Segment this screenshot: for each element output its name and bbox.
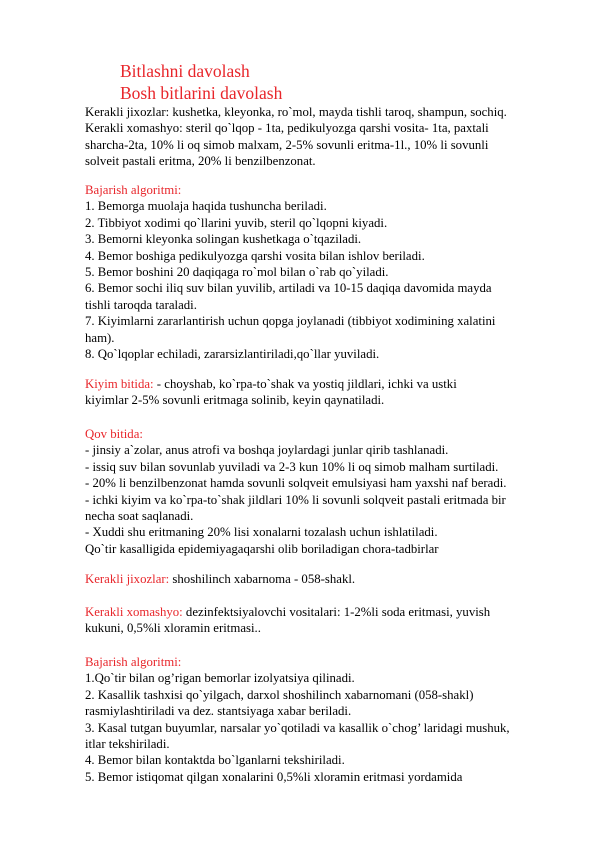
section-text: - 20% li benzilbenzonat hamda sovunli solqveit emulsiyasi ham yaxshi naf beradi. xyxy=(85,476,507,491)
body-lice-section xyxy=(85,376,575,409)
section-text: - issiq suv bilan sovunlab yuviladi va 2-3 kun 10% li oq simob malham surtiladi. xyxy=(85,459,499,474)
section-text: - jinsiy a`zolar, anus atrofi va boshqa joylardagi junlar qirib tashlanadi. xyxy=(85,443,449,458)
step-line: 1.Qo`tir bilan og’rigan bemorlar izolyatsiya qilinadi. xyxy=(85,671,355,686)
step-line: itlar tekshiriladi. xyxy=(85,737,170,752)
step-line: 4. Bemor boshiga pedikulyozga qarshi vosita bilan ishlov beriladi. xyxy=(85,248,425,263)
page-title: Bitlashni davolash xyxy=(120,61,250,81)
step-line: 5. Bemor istiqomat qilgan xonalarini 0,5%li xloramin eritmasi yordamida xyxy=(85,769,463,784)
section-heading: Bajarish algoritmi: xyxy=(85,183,182,197)
algorithm-section-1 xyxy=(85,182,575,362)
section-text: - Xuddi shu eritmaning 20% lisi xonalarni tozalash uchun ishlatiladi. xyxy=(85,525,438,540)
section-text: kukuni, 0,5%li xloramin eritmasi.. xyxy=(85,621,261,636)
intro-line: Kerakli jixozlar: kushetka, kleyonka, ro`mol, mayda tishli taroq, shampun, sochiq. xyxy=(85,105,507,119)
step-line: 3. Kasal tutgan buyumlar, narsalar yo`qotiladi va kasallik o`chog’ laridagi mushuk, xyxy=(85,720,510,735)
step-line: 8. Qo`lqoplar echiladi, zararsizlantiriladi,qo`llar yuviladi. xyxy=(85,347,380,362)
step-line: 4. Bemor bilan kontaktda bo`lganlarni tekshiriladi. xyxy=(85,753,345,768)
section-text: - ichki kiyim va ko`rpa-to`shak jildlari 10% li sovunli solqveit pastali eritmada bir xyxy=(85,492,506,507)
section-heading: Kiyim bitida: xyxy=(85,377,154,391)
step-line: 2. Kasallik tashxisi qo`yilgach, darxol shoshilinch xabarnomani (058-shakl) xyxy=(85,687,474,702)
algorithm-section-2 xyxy=(85,654,575,785)
intro-line: Kerakli xomashyo: steril qo`lqop - 1ta, pedikulyozga qarshi vosita- 1ta, paxtali xyxy=(85,121,489,136)
section-heading: Bajarish algoritmi: xyxy=(85,655,182,669)
materials-section xyxy=(85,604,575,637)
step-line: 1. Bemorga muolaja haqida tushuncha beriladi. xyxy=(85,199,327,214)
step-line: 5. Bemor boshini 20 daqiqaga ro`mol bilan o`rab qo`yiladi. xyxy=(85,265,389,280)
page-subtitle: Bosh bitlarini davolash xyxy=(120,83,283,103)
section-text: Qo`tir kasalligida epidemiyagaqarshi olib boriladigan chora-tadbirlar xyxy=(85,541,439,556)
step-line: 3. Bemorni kleyonka solingan kushetkaga o`tqaziladi. xyxy=(85,232,362,247)
section-text: - choyshab, ko`rpa-to`shak va yostiq jildlari, ichki va ustki xyxy=(153,377,457,391)
section-text: dezinfektsiyalovchi vositalari: 1-2%li soda eritmasi, yuvish xyxy=(182,605,491,619)
step-line: 6. Bemor sochi iliq suv bilan yuvilib, artiladi va 10-15 daqiqa davomida mayda xyxy=(85,281,492,296)
step-line: 2. Tibbiyot xodimi qo`llarini yuvib, steril qo`lqopni kiyadi. xyxy=(85,215,388,230)
step-line: 7. Kiyimlarni zararlantirish uchun qopga joylanadi (tibbiyot xodimining xalatini xyxy=(85,314,496,329)
section-heading: Kerakli xomashyo: xyxy=(85,605,183,619)
section-text: necha soat saqlanadi. xyxy=(85,509,194,524)
intro-line: sharcha-2ta, 10% li oq simob malxam, 2-5% sovunli eritma-1l., 10% li sovunli xyxy=(85,137,489,152)
intro-line: solveit pastali eritma, 20% li benzilbenzonat. xyxy=(85,154,316,169)
step-line: rasmiylashtiriladi va dez. stantsiyaga xabar beriladi. xyxy=(85,704,352,719)
pubic-lice-section xyxy=(85,426,575,557)
section-text: kiyimlar 2-5% sovunli eritmaga solinib, keyin qaynatiladi. xyxy=(85,393,385,408)
intro-section xyxy=(85,104,575,170)
section-heading: Kerakli jixozlar: xyxy=(85,572,170,586)
section-text: shoshilinch xabarnoma - 058-shakl. xyxy=(169,572,356,586)
equipment-section xyxy=(85,571,575,587)
section-heading: Qov bitida: xyxy=(85,427,143,441)
step-line: ham). xyxy=(85,330,115,345)
step-line: tishli taroqda taraladi. xyxy=(85,297,197,312)
